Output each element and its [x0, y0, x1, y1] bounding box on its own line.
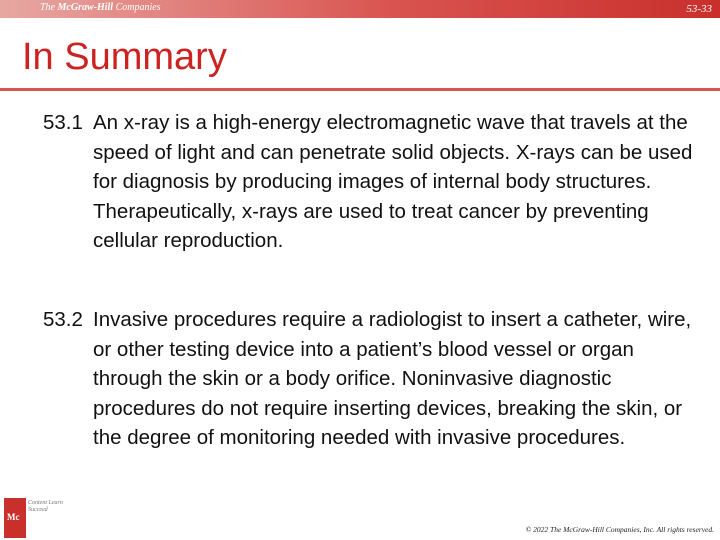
copyright-notice: © 2022 The McGraw-Hill Companies, Inc. All rights reserved. — [525, 525, 714, 534]
summary-item — [43, 305, 693, 453]
publisher-logo: Mc — [4, 498, 26, 538]
item-number: 53.2 — [43, 308, 83, 331]
item-text: Invasive procedures require a radiologist to insert a catheter, wire, or other testing device into a patient’s blood vessel or organ through the skin or a body orifice. Noninvasive diagnostic procedures do not require inserting devices, breaking the skin, or the degree of monitoring needed with invasive procedures. — [93, 308, 692, 449]
logo-tagline: Content Learn Succeed — [28, 500, 63, 513]
item-number: 53.1 — [43, 111, 83, 134]
publisher-brand: The McGraw-Hill Companies — [40, 2, 161, 13]
header-bar — [0, 0, 720, 18]
slide-number: 53-33 — [686, 3, 712, 15]
item-text: An x-ray is a high-energy electromagnetic wave that travels at the speed of light and can penetrate solid objects. X-rays can be used for diagnosis by producing images of internal body structures. Therapeutically, x-rays are used to treat cancer by preventing cellular reproduction. — [93, 111, 693, 252]
title-divider — [0, 88, 720, 91]
slide-title: In Summary — [22, 36, 227, 78]
summary-item — [43, 108, 693, 256]
